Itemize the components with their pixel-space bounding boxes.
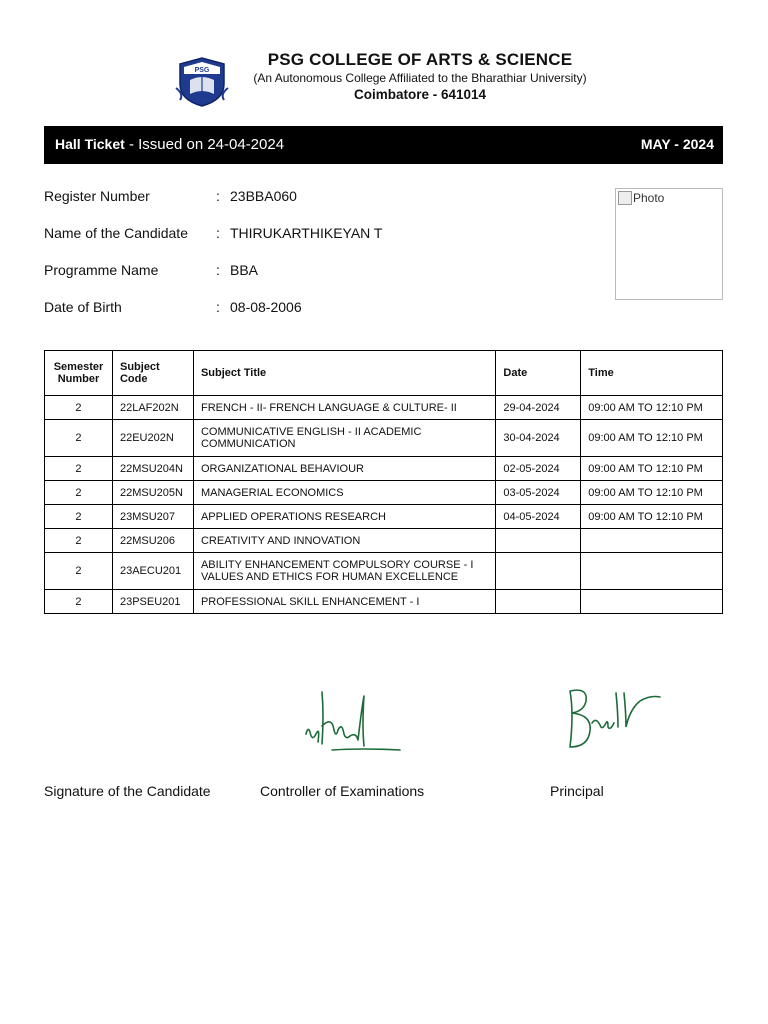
cell-date: 30-04-2024 [496, 420, 581, 457]
cell-semester: 2 [45, 396, 113, 420]
principal-signature [560, 683, 664, 753]
cell-subject-title: APPLIED OPERATIONS RESEARCH [193, 505, 495, 529]
table-header-row [45, 351, 723, 396]
detail-row-candidate-name [44, 223, 604, 260]
exam-session: MAY - 2024 [640, 136, 714, 152]
cell-subject-code: 22LAF202N [112, 396, 193, 420]
cell-subject-title: PROFESSIONAL SKILL ENHANCEMENT - I [193, 590, 495, 614]
cell-subject-code: 23MSU207 [112, 505, 193, 529]
broken-image-icon [618, 191, 632, 205]
cell-time: 09:00 AM TO 12:10 PM [581, 481, 723, 505]
detail-label: Register Number [44, 188, 150, 204]
detail-colon: : [216, 225, 220, 241]
table-row [45, 420, 723, 457]
detail-label: Date of Birth [44, 299, 122, 315]
cell-date: 02-05-2024 [496, 457, 581, 481]
document-header [0, 0, 768, 120]
candidate-signature-label: Signature of the Candidate [44, 783, 211, 799]
programme-name-value: BBA [230, 262, 259, 278]
cell-subject-title: CREATIVITY AND INNOVATION [193, 529, 495, 553]
photo-alt-text: Photo [633, 191, 665, 205]
cell-time: 09:00 AM TO 12:10 PM [581, 505, 723, 529]
detail-label: Name of the Candidate [44, 225, 188, 241]
controller-signature [302, 686, 402, 756]
exam-schedule-table [44, 350, 723, 614]
controller-signature-label: Controller of Examinations [260, 783, 425, 799]
cell-time [581, 529, 723, 553]
cell-time: 09:00 AM TO 12:10 PM [581, 396, 723, 420]
cell-subject-title: FRENCH - II- FRENCH LANGUAGE & CULTURE- II [193, 396, 495, 420]
banner-title-group [55, 136, 284, 153]
cell-semester: 2 [45, 529, 113, 553]
candidate-name-value: THIRUKARTHIKEYAN T [230, 225, 383, 241]
header-semester: Semester Number [45, 351, 113, 396]
detail-row-programme [44, 260, 604, 297]
table-row [45, 396, 723, 420]
date-of-birth-value: 08-08-2006 [230, 299, 302, 315]
detail-row-register-number [44, 186, 604, 223]
candidate-photo [615, 188, 723, 300]
principal-signature-label: Principal [550, 783, 604, 799]
college-city: Coimbatore - 641014 [353, 87, 487, 102]
cell-subject-title: COMMUNICATIVE ENGLISH - II ACADEMIC COMMUNICATION [193, 420, 495, 457]
photo-placeholder [618, 191, 664, 205]
table-row [45, 590, 723, 614]
cell-time [581, 590, 723, 614]
cell-date: 29-04-2024 [496, 396, 581, 420]
table-row [45, 457, 723, 481]
cell-subject-code: 23AECU201 [112, 553, 193, 590]
cell-date: 03-05-2024 [496, 481, 581, 505]
cell-semester: 2 [45, 457, 113, 481]
hall-ticket-banner [44, 126, 723, 164]
header-subject-title: Subject Title [193, 351, 495, 396]
college-logo [174, 54, 230, 108]
header-date: Date [496, 351, 581, 396]
table-row [45, 505, 723, 529]
register-number-value: 23BBA060 [230, 188, 297, 204]
candidate-details [44, 186, 604, 334]
detail-colon: : [216, 262, 220, 278]
cell-subject-title: MANAGERIAL ECONOMICS [193, 481, 495, 505]
cell-semester: 2 [45, 553, 113, 590]
header-subject-code: Subject Code [112, 351, 193, 396]
cell-time: 09:00 AM TO 12:10 PM [581, 457, 723, 481]
detail-label: Programme Name [44, 262, 159, 278]
cell-semester: 2 [45, 590, 113, 614]
detail-colon: : [216, 188, 220, 204]
banner-title: Hall Ticket [55, 136, 125, 152]
college-affiliation: (An Autonomous College Affiliated to the Bharathiar University) [253, 71, 587, 85]
cell-semester: 2 [45, 481, 113, 505]
detail-row-date-of-birth [44, 297, 604, 334]
table-row [45, 529, 723, 553]
cell-time: 09:00 AM TO 12:10 PM [581, 420, 723, 457]
table-row [45, 553, 723, 590]
cell-subject-code: 22EU202N [112, 420, 193, 457]
cell-subject-code: 23PSEU201 [112, 590, 193, 614]
detail-colon: : [216, 299, 220, 315]
cell-subject-code: 22MSU204N [112, 457, 193, 481]
cell-date [496, 553, 581, 590]
cell-semester: 2 [45, 505, 113, 529]
cell-time [581, 553, 723, 590]
banner-issued-date: - Issued on 24-04-2024 [124, 136, 285, 153]
cell-subject-code: 22MSU205N [112, 481, 193, 505]
college-name: PSG COLLEGE OF ARTS & SCIENCE [267, 50, 573, 69]
cell-date [496, 529, 581, 553]
logo-text: PSG [194, 67, 210, 74]
cell-semester: 2 [45, 420, 113, 457]
cell-subject-code: 22MSU206 [112, 529, 193, 553]
cell-date [496, 590, 581, 614]
header-time: Time [581, 351, 723, 396]
cell-date: 04-05-2024 [496, 505, 581, 529]
table-row [45, 481, 723, 505]
cell-subject-title: ORGANIZATIONAL BEHAVIOUR [193, 457, 495, 481]
cell-subject-title: ABILITY ENHANCEMENT COMPULSORY COURSE - I VALUES AND ETHICS FOR HUMAN EXCELLENCE [193, 553, 495, 590]
